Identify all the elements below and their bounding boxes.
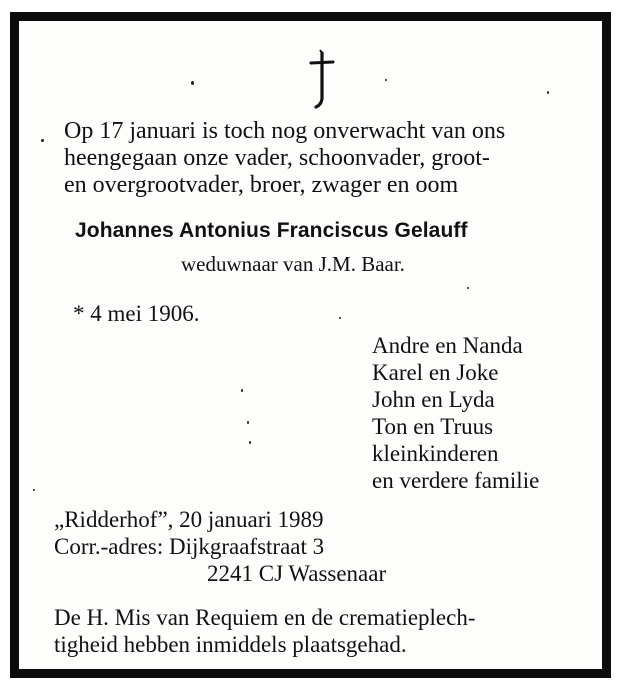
print-speck [191, 81, 194, 85]
intro-line-3: en overgrootvader, broer, zwager en oom [64, 172, 459, 198]
deceased-name: Johannes Antonius Franciscus Gelauff [75, 219, 468, 242]
family-line-4: Ton en Truus [372, 414, 494, 439]
place-date-line: „Ridderhof”, 20 januari 1989 [54, 507, 324, 532]
print-speck [547, 91, 549, 94]
print-speck [41, 139, 44, 142]
intro-line-1: Op 17 januari is toch nog onverwacht van ons [64, 118, 506, 144]
family-line-6: en verdere familie [372, 468, 540, 493]
intro-line-2: heengegaan onze vader, schoonvader, groot- [64, 145, 490, 171]
print-speck [467, 287, 469, 289]
obituary-notice [10, 12, 611, 678]
family-line-2: Karel en Joke [372, 360, 499, 385]
print-speck [247, 421, 249, 424]
widower-line: weduwnaar van J.M. Baar. [181, 252, 405, 276]
family-line-1: Andre en Nanda [372, 333, 523, 358]
correspondence-address: Corr.-adres: Dijkgraafstraat 3 [54, 534, 325, 559]
birth-date: * 4 mei 1906. [73, 301, 200, 326]
mass-line-2: tigheid hebben inmiddels plaatsgehad. [54, 632, 407, 657]
postal-code-city: 2241 CJ Wassenaar [207, 561, 387, 586]
print-speck [33, 489, 35, 491]
print-speck [241, 389, 243, 392]
family-line-3: John en Lyda [372, 387, 495, 412]
cross-icon [307, 49, 337, 109]
family-line-5: kleinkinderen [372, 441, 499, 466]
print-speck [249, 441, 251, 444]
print-speck [339, 317, 341, 319]
mass-line-1: De H. Mis van Requiem en de crematieplech- [54, 605, 476, 630]
print-speck [385, 79, 387, 81]
